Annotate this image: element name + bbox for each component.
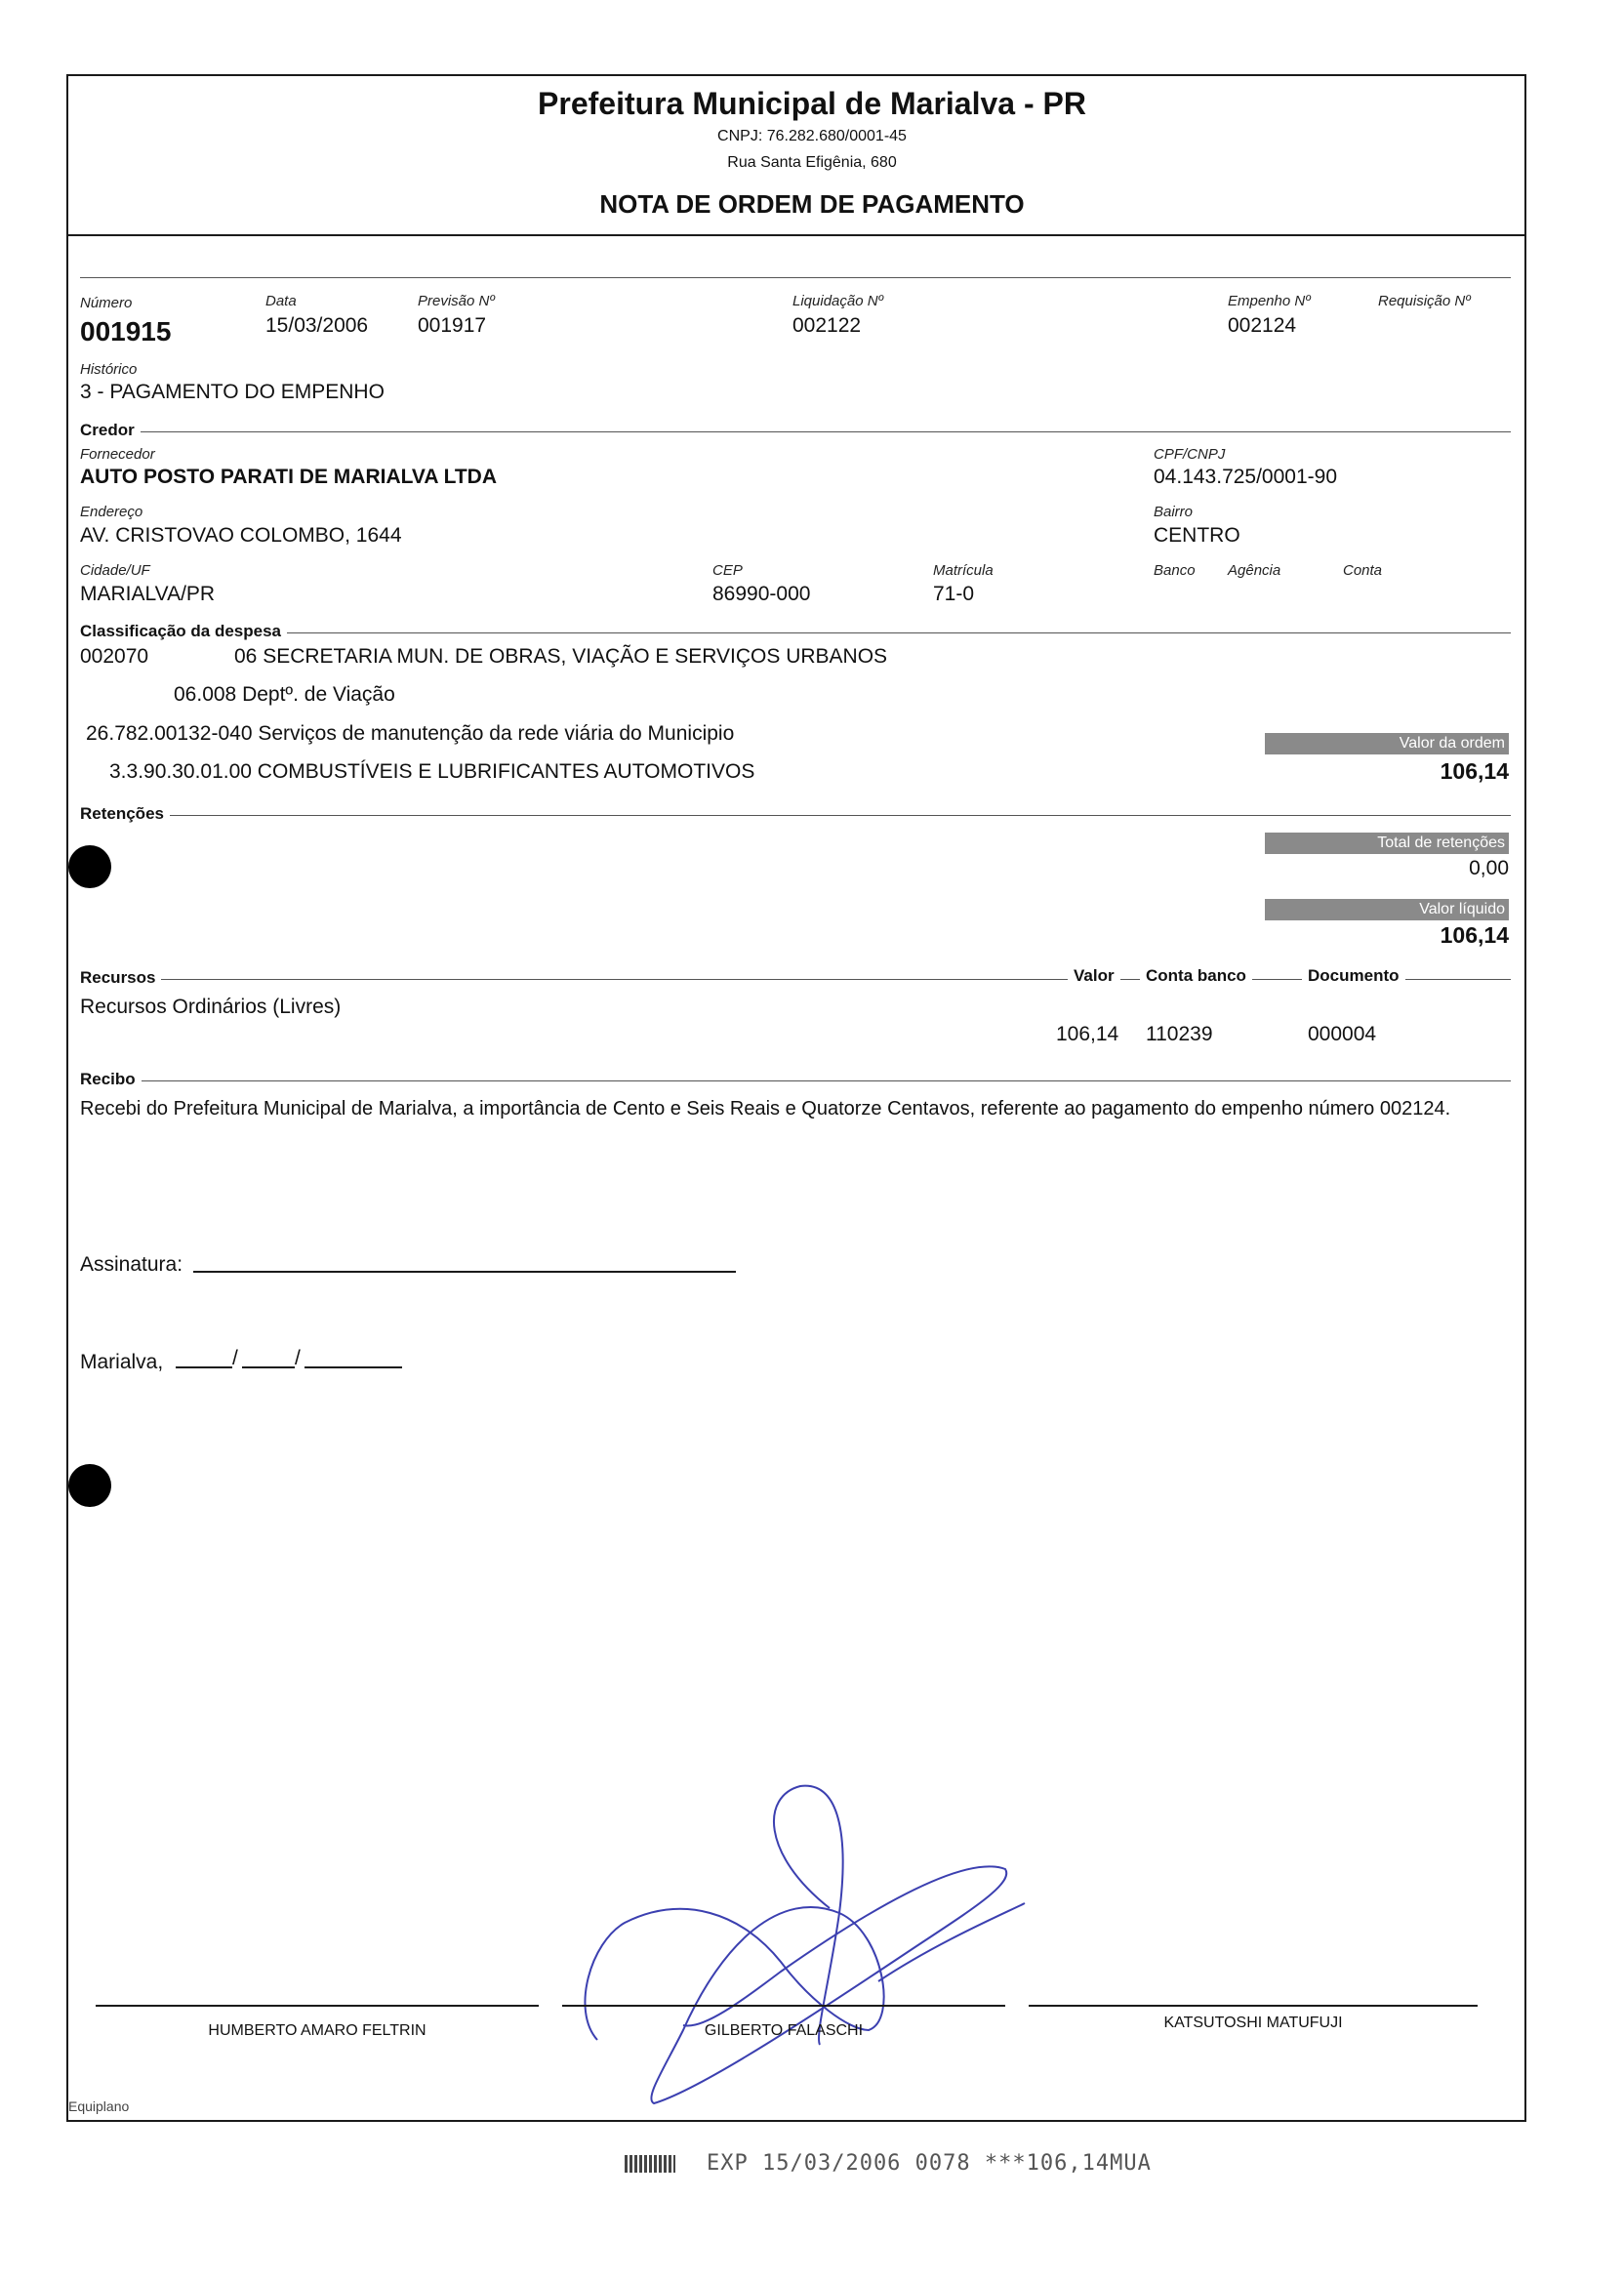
punch-hole [68, 1464, 111, 1507]
credor-divider [80, 431, 1511, 432]
signatory-left: HUMBERTO AMARO FELTRIN [208, 2022, 426, 2039]
punch-hole [68, 845, 111, 888]
recursos-conta: 110239 [1146, 1023, 1213, 1045]
cep-label: CEP [712, 562, 743, 579]
agencia-label: Agência [1228, 562, 1281, 579]
historico-label: Histórico [80, 361, 138, 378]
recibo-text: Recebi do Prefeitura Municipal de Marialva, a importância de Cento e Seis Reais e Quatorze Centavos, referente ao pagamento do empenho número 002124. [80, 1098, 1451, 1120]
classificacao-natureza: 3.3.90.30.01.00 COMBUSTÍVEIS E LUBRIFICANTES AUTOMOTIVOS [109, 760, 755, 783]
recursos-documento: 000004 [1308, 1023, 1377, 1045]
date-slash-2: / [295, 1347, 301, 1369]
empenho-value: 002124 [1228, 314, 1297, 337]
signatory-center: GILBERTO FALASCHI [704, 2022, 864, 2039]
document-title: NOTA DE ORDEM DE PAGAMENTO [599, 189, 1025, 219]
equiplano-brand: Equiplano [68, 2098, 130, 2114]
date-month-line[interactable] [242, 1366, 295, 1368]
endereco-value: AV. CRISTOVAO COLOMBO, 1644 [80, 524, 402, 547]
valor-ordem-bar: Valor da ordem [1265, 733, 1509, 754]
liquidacao-value: 002122 [792, 314, 862, 337]
recursos-divider [80, 979, 1511, 980]
signature-line-left [96, 2005, 539, 2007]
recursos-name: Recursos Ordinários (Livres) [80, 996, 342, 1018]
previsao-value: 001917 [418, 314, 487, 337]
stamp-icon [625, 2155, 675, 2173]
endereco-label: Endereço [80, 504, 143, 520]
date-year-line[interactable] [304, 1366, 402, 1368]
liquidacao-label: Liquidação Nº [792, 293, 884, 309]
cnpj-text: CNPJ: 76.282.680/0001-45 [717, 128, 907, 144]
cidade-label: Cidade/UF [80, 562, 150, 579]
credor-section: Credor [80, 421, 141, 440]
valor-liquido-bar: Valor líquido [1265, 899, 1509, 920]
matricula-value: 71-0 [933, 583, 975, 605]
valor-liquido-value: 106,14 [1440, 922, 1509, 948]
requisicao-label: Requisição Nº [1378, 293, 1471, 309]
valor-ordem-value: 106,14 [1440, 758, 1509, 784]
signatory-right: KATSUTOSHI MATUFUJI [1163, 2015, 1343, 2031]
retencoes-section: Retenções [80, 804, 170, 824]
total-retencoes-bar: Total de retenções [1265, 833, 1509, 854]
cpf-value: 04.143.725/0001-90 [1154, 466, 1338, 488]
numero-label: Número [80, 295, 133, 311]
marialva-date-label: Marialva, [80, 1351, 164, 1373]
recibo-divider [80, 1080, 1511, 1081]
address-text: Rua Santa Efigênia, 680 [727, 154, 897, 171]
cidade-value: MARIALVA/PR [80, 583, 216, 605]
recursos-valor-header: Valor [1068, 966, 1120, 986]
conta-label: Conta [1343, 562, 1383, 579]
bank-stamp: EXP 15/03/2006 0078 ***106,14MUA [707, 2151, 1152, 2176]
historico-value: 3 - PAGAMENTO DO EMPENHO [80, 381, 385, 403]
header-divider [66, 234, 1524, 236]
assinatura-line[interactable] [193, 1271, 736, 1273]
numero-value: 001915 [80, 316, 172, 346]
recursos-valor: 106,14 [1056, 1023, 1119, 1045]
assinatura-label: Assinatura: [80, 1253, 183, 1276]
fornecedor-label: Fornecedor [80, 446, 155, 463]
fornecedor-value: AUTO POSTO PARATI DE MARIALVA LTDA [80, 466, 497, 488]
classificacao-orgao: 06 SECRETARIA MUN. DE OBRAS, VIAÇÃO E SERVIÇOS URBANOS [234, 645, 888, 668]
matricula-label: Matrícula [933, 562, 994, 579]
empenho-label: Empenho Nº [1228, 293, 1311, 309]
previsao-label: Previsão Nº [418, 293, 495, 309]
classificacao-divider [80, 632, 1511, 633]
data-value: 15/03/2006 [265, 314, 369, 337]
banco-label: Banco [1154, 562, 1196, 579]
classificacao-unidade: 06.008 Deptº. de Viação [174, 683, 395, 706]
cep-value: 86990-000 [712, 583, 811, 605]
cpf-label: CPF/CNPJ [1154, 446, 1226, 463]
page-title: Prefeitura Municipal de Marialva - PR [538, 86, 1086, 121]
signature-line-right [1029, 2005, 1478, 2007]
total-retencoes-value: 0,00 [1469, 857, 1509, 879]
retencoes-divider [80, 815, 1511, 816]
classificacao-programa: 26.782.00132-040 Serviços de manutenção da rede viária do Municipio [86, 722, 735, 745]
bairro-value: CENTRO [1154, 524, 1240, 547]
date-day-line[interactable] [176, 1366, 232, 1368]
classificacao-code: 002070 [80, 645, 149, 668]
bairro-label: Bairro [1154, 504, 1194, 520]
recursos-section: Recursos [80, 968, 161, 988]
recursos-conta-header: Conta banco [1140, 966, 1252, 986]
date-slash-1: / [232, 1347, 238, 1369]
signature-line-center [562, 2005, 1005, 2007]
recibo-section: Recibo [80, 1070, 142, 1089]
classificacao-section: Classificação da despesa [80, 622, 287, 641]
ids-divider [80, 277, 1511, 278]
data-label: Data [265, 293, 297, 309]
recursos-documento-header: Documento [1302, 966, 1405, 986]
